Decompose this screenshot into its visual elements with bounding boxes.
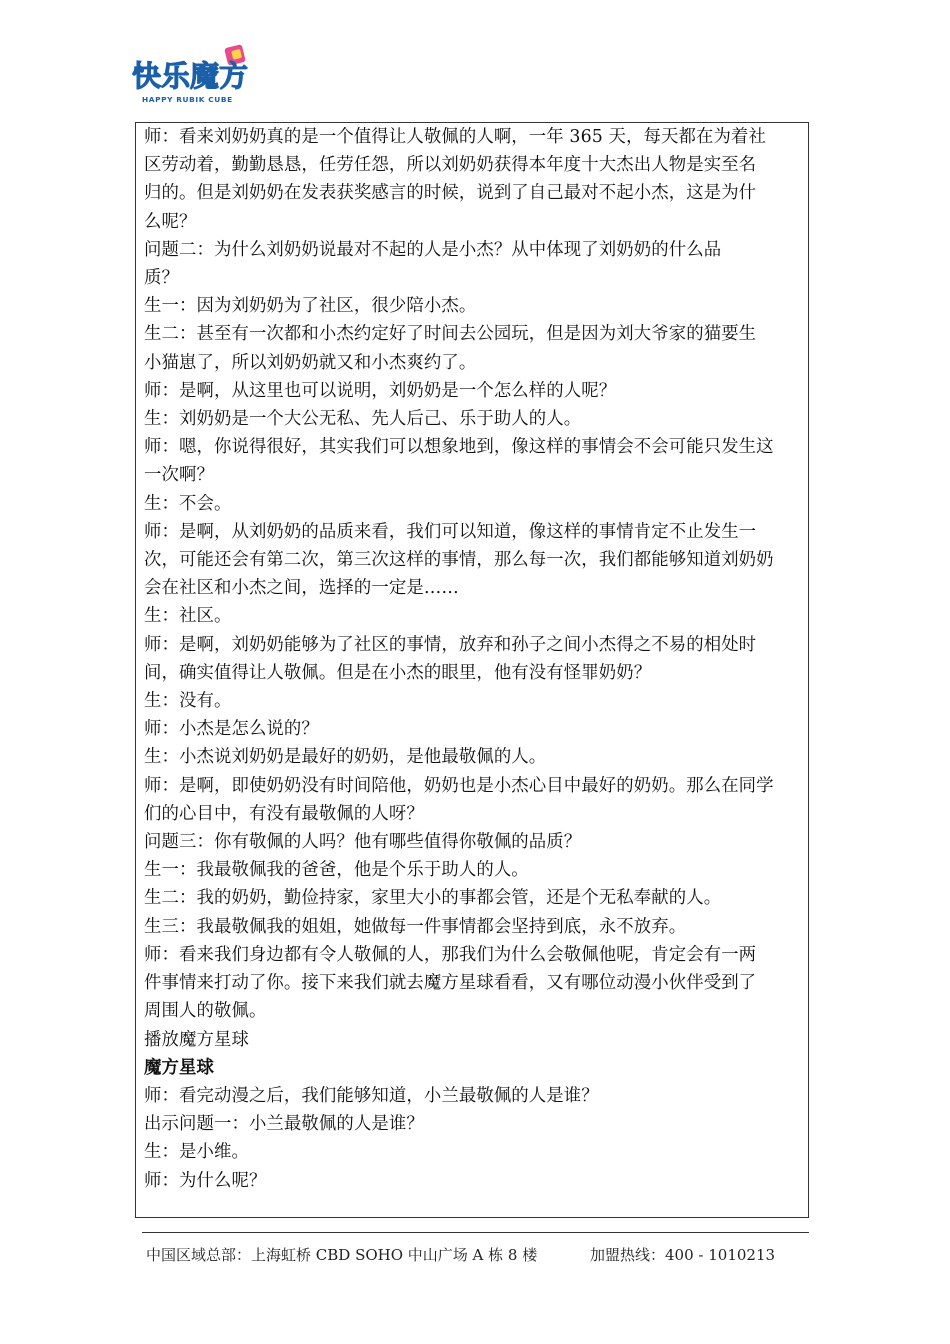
transcript-line: 出示问题一：小兰最敬佩的人是谁？ xyxy=(144,1114,424,1135)
transcript-line: 生二：我的奶奶，勤俭持家，家里大小的事都会管，还是个无私奉献的人。 xyxy=(144,888,722,909)
transcript-line: 生：不会。 xyxy=(144,493,232,514)
transcript-line: 生：刘奶奶是一个大公无私、先人后己、乐于助人的人。 xyxy=(144,409,582,430)
transcript-line: 周围人的敬佩。 xyxy=(144,1001,267,1022)
transcript-line: 师：是啊，即使奶奶没有时间陪他，奶奶也是小杰心目中最好的奶奶。那么在同学 xyxy=(144,775,774,796)
transcript-line: 么呢？ xyxy=(144,211,197,232)
transcript-line: 生一：我最敬佩我的爸爸，他是个乐于助人的人。 xyxy=(144,860,529,881)
transcript-line: 师：看完动漫之后，我们能够知道，小兰最敬佩的人是谁？ xyxy=(144,1085,599,1106)
transcript-line: 质？ xyxy=(144,268,179,289)
lesson-transcript xyxy=(135,122,809,1218)
transcript-line: 区劳动着，勤勤恳恳，任劳任怨，所以刘奶奶获得本年度十大杰出人物是实至名 xyxy=(144,155,757,176)
page-footer xyxy=(146,1244,775,1265)
svg-text:快乐魔方: 快乐魔方 xyxy=(132,59,249,93)
transcript-line: 师：看来我们身边都有令人敬佩的人，那我们为什么会敬佩他呢，肯定会有一两 xyxy=(144,944,757,965)
section-heading: 魔方星球 xyxy=(144,1057,214,1078)
transcript-line: 师：为什么呢？ xyxy=(144,1170,267,1191)
transcript-line: 生三：我最敬佩我的姐姐，她做每一件事情都会坚持到底，永不放弃。 xyxy=(144,916,687,937)
transcript-line: 播放魔方星球 xyxy=(144,1029,249,1050)
footer-divider xyxy=(142,1232,809,1233)
transcript-line: 生：没有。 xyxy=(144,691,232,712)
headquarters-address: 中国区域总部：上海虹桥 CBD SOHO 中山广场 A 栋 8 楼 xyxy=(146,1246,538,1264)
transcript-line: 一次啊？ xyxy=(144,465,214,486)
transcript-line: 师：小杰是怎么说的？ xyxy=(144,719,319,740)
transcript-line: 问题三：你有敬佩的人吗？他有哪些值得你敬佩的品质？ xyxy=(144,832,582,853)
transcript-line: 师：嗯，你说得很好，其实我们可以想象地到，像这样的事情会不会可能只发生这 xyxy=(144,437,774,458)
transcript-line: 间，确实值得让人敬佩。但是在小杰的眼里，他有没有怪罪奶奶？ xyxy=(144,662,652,683)
franchise-hotline: 加盟热线：400 - 1010213 xyxy=(590,1246,776,1264)
transcript-line: 问题二：为什么刘奶奶说最对不起的人是小杰？从中体现了刘奶奶的什么品 xyxy=(144,239,722,260)
transcript-line: 归的。但是刘奶奶在发表获奖感言的时候，说到了自己最对不起小杰，这是为什 xyxy=(144,183,757,204)
transcript-line: 生：是小维。 xyxy=(144,1142,249,1163)
transcript-line: 小猫崽了，所以刘奶奶就又和小杰爽约了。 xyxy=(144,352,477,373)
transcript-line: 生：小杰说刘奶奶是最好的奶奶，是他最敬佩的人。 xyxy=(144,747,547,768)
transcript-line: 生一：因为刘奶奶为了社区，很少陪小杰。 xyxy=(144,296,477,317)
transcript-line: 师：是啊，从这里也可以说明，刘奶奶是一个怎么样的人呢？ xyxy=(144,380,617,401)
transcript-line: 生二：甚至有一次都和小杰约定好了时间去公园玩，但是因为刘大爷家的猫要生 xyxy=(144,324,757,345)
transcript-line: 生：社区。 xyxy=(144,606,232,627)
transcript-line: 师：是啊，从刘奶奶的品质来看，我们可以知道，像这样的事情肯定不止发生一 xyxy=(144,521,757,542)
svg-text:HAPPY RUBIK CUBE: HAPPY RUBIK CUBE xyxy=(142,95,233,104)
transcript-line: 师：看来刘奶奶真的是一个值得让人敬佩的人啊，一年 365 天，每天都在为着社 xyxy=(144,127,766,147)
happy-rubik-cube-logo xyxy=(128,40,258,108)
transcript-line: 师：是啊，刘奶奶能够为了社区的事情，放弃和孙子之间小杰得之不易的相处时 xyxy=(144,634,757,655)
transcript-line: 会在社区和小杰之间，选择的一定是…… xyxy=(144,578,459,599)
transcript-line: 件事情来打动了你。接下来我们就去魔方星球看看，又有哪位动漫小伙伴受到了 xyxy=(144,973,757,994)
transcript-line: 次，可能还会有第二次，第三次这样的事情，那么每一次，我们都能够知道刘奶奶 xyxy=(144,550,774,571)
transcript-line: 们的心目中，有没有最敬佩的人呀？ xyxy=(144,803,424,824)
